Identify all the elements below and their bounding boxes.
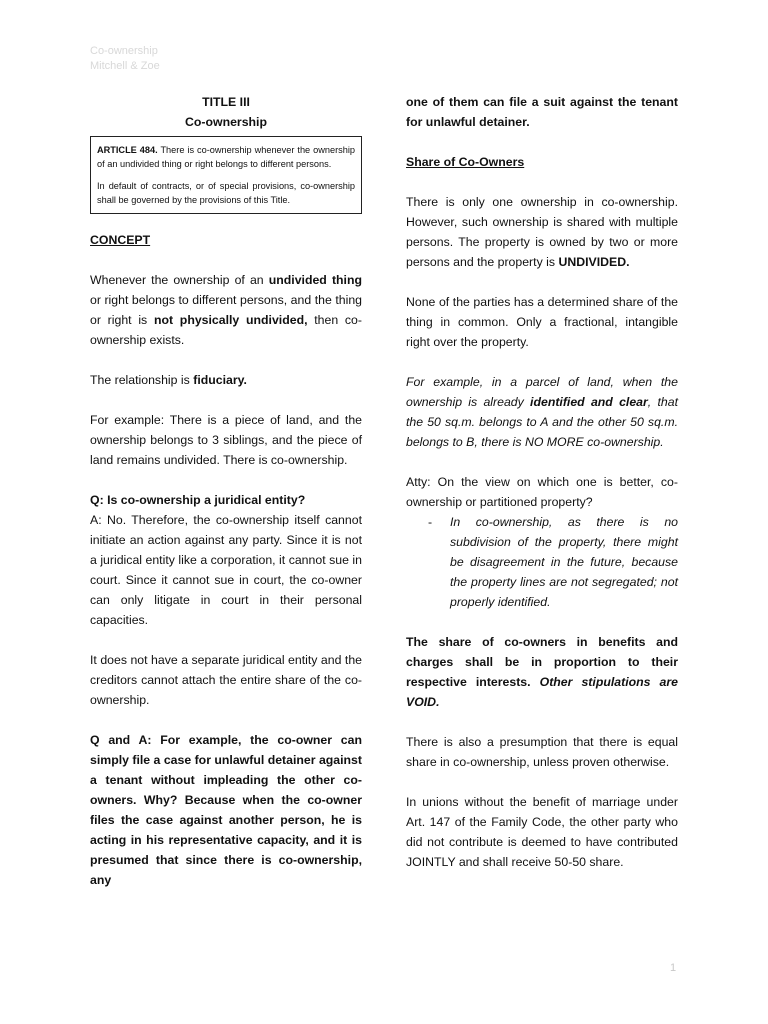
article-paragraph-1 bbox=[97, 143, 355, 171]
page-number: 1 bbox=[670, 962, 677, 974]
concept-p2-a: The relationship is bbox=[90, 373, 194, 387]
share-paragraph-3 bbox=[406, 632, 678, 712]
concept-p1-c: or right belongs to different persons, and the thing or right is bbox=[90, 293, 362, 327]
header-line-1: Co-ownership bbox=[90, 45, 158, 57]
concept-paragraph-3: For example: There is a piece of land, and the ownership belongs to 3 siblings, and the piece of land remains undivided. There is co-ownership. bbox=[90, 413, 362, 467]
header-line-2: Mitchell & Zoe bbox=[90, 60, 160, 72]
article-paragraph-2: In default of contracts, or of special provisions, co-ownership shall be governed by the provisions of this Title. bbox=[97, 181, 355, 205]
dash-marker: - bbox=[428, 515, 433, 529]
concept-p2-b: fiduciary. bbox=[193, 373, 247, 387]
title-name: Co-ownership bbox=[185, 115, 267, 129]
share-p1-a: There is only one ownership in co-ownership. However, such ownership is shared with multiple persons. The property is owned by two or more persons and the property is bbox=[406, 195, 678, 269]
share-paragraph-5: In unions without the benefit of marriage under Art. 147 of the Family Code, the other party who did not contribute is deemed to have contributed JOINTLY and shall receive 50-50 share. bbox=[406, 795, 678, 869]
question-1: Q: Is co-ownership a juridical entity? bbox=[90, 493, 306, 507]
question-answer-continued: one of them can file a suit against the tenant for unlawful detainer. bbox=[406, 95, 678, 129]
concept-paragraph-2 bbox=[90, 370, 362, 390]
concept-p1-e: then co-ownership exists. bbox=[90, 313, 362, 347]
left-column bbox=[90, 92, 362, 910]
article-label: ARTICLE 484. bbox=[97, 145, 158, 155]
article-box bbox=[90, 136, 362, 214]
title-number: TITLE III bbox=[202, 95, 250, 109]
concept-paragraph-1 bbox=[90, 270, 362, 350]
answer-1: A: No. Therefore, the co-ownership itself cannot initiate an action against any party. Since it is not a juridical entity like a corporation, it cannot sue in court. Since it cannot sue in court, the co-owner can only litigate in court in their personal capacities. bbox=[90, 513, 362, 627]
share-example bbox=[406, 372, 678, 452]
concept-p1-b: undivided thing bbox=[268, 273, 362, 287]
share-example-a: For example, in a parcel of land, when the ownership is already bbox=[406, 375, 678, 409]
bullet-text: In co-ownership, as there is no subdivision of the property, there might be disagreement in the future, because the property lines are not segregated; not properly identified. bbox=[450, 515, 678, 609]
right-column bbox=[406, 92, 678, 892]
concept-heading-text: CONCEPT bbox=[90, 233, 151, 247]
concept-heading bbox=[90, 230, 362, 250]
share-paragraph-2: None of the parties has a determined share of the thing in common. Only a fractional, intangible right over the property. bbox=[406, 295, 678, 349]
share-p3-b: Other stipulations are VOID. bbox=[406, 675, 678, 709]
concept-p1-d: not physically undivided, bbox=[153, 313, 308, 327]
page-header bbox=[90, 44, 160, 74]
share-paragraph-1 bbox=[406, 192, 678, 272]
share-example-b: identified and clear bbox=[530, 395, 648, 409]
concept-p1-a: Whenever the ownership of an bbox=[90, 273, 269, 287]
atty-question: Atty: On the view on which one is better, co-ownership or partitioned property? bbox=[406, 475, 678, 509]
share-heading-text: Share of Co-Owners bbox=[406, 155, 525, 169]
concept-paragraph-4: It does not have a separate juridical entity and the creditors cannot attach the entire share of the co-ownership. bbox=[90, 653, 362, 707]
article-text-1: There is co-ownership whenever the ownership of an undivided thing or right belongs to different persons. bbox=[97, 145, 355, 169]
question-answer: Q and A: For example, the co-owner can simply file a case for unlawful detainer against a tenant without impleading the other co-owners. Why? Because when the co-owner files the case against another person, he is acting in his representative capacity, and it is presumed that since there is co-ownership, any bbox=[90, 733, 362, 887]
bullet-list bbox=[406, 512, 678, 612]
share-p3-a: The share of co-owners in benefits and charges shall be in proportion to their respective interests. bbox=[406, 635, 678, 689]
share-paragraph-4: There is also a presumption that there is equal share in co-ownership, unless proven otherwise. bbox=[406, 735, 678, 769]
share-heading bbox=[406, 152, 678, 172]
share-p1-b: UNDIVIDED. bbox=[558, 255, 630, 269]
share-example-c: , that the 50 sq.m. belongs to A and the other 50 sq.m. belongs to B, there is NO MORE co-ownership. bbox=[406, 395, 678, 449]
